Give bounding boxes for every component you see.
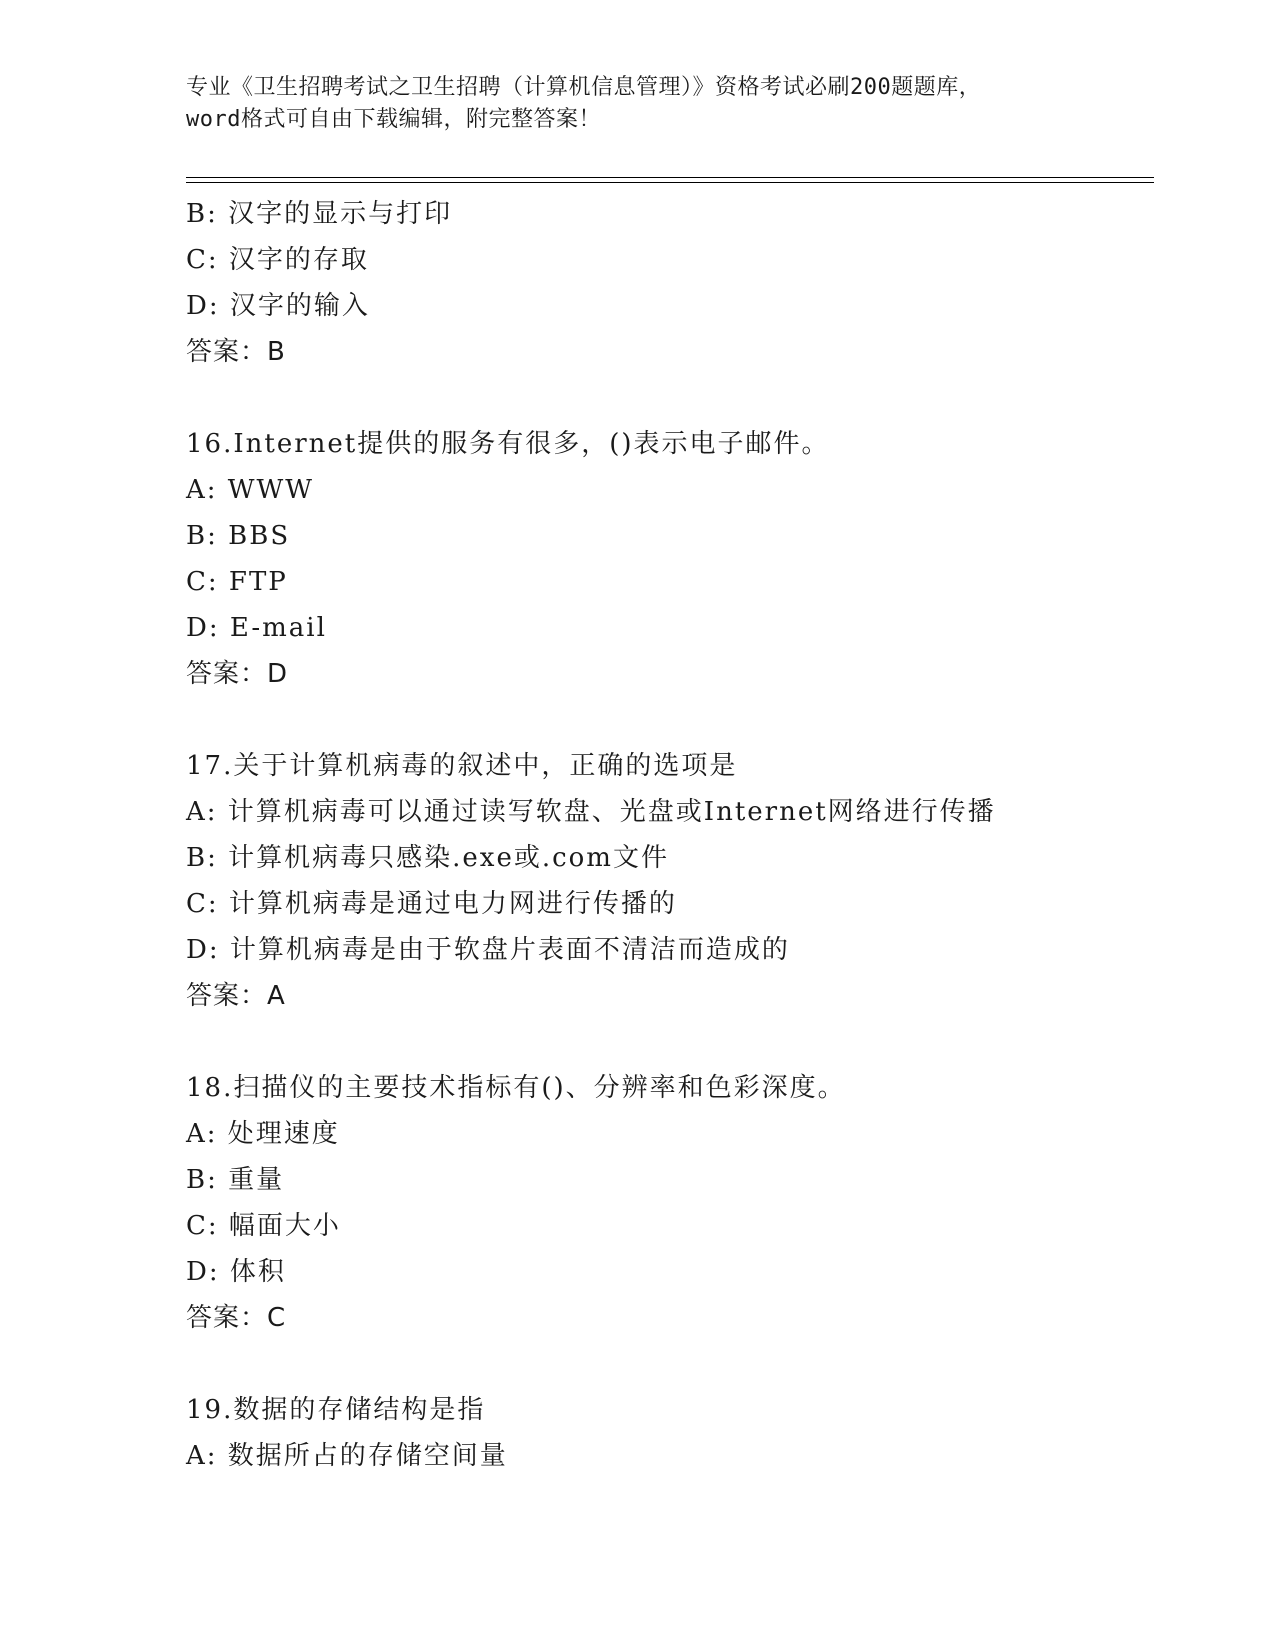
option-a: A: 数据所占的存储空间量 (186, 1441, 508, 1471)
header-line-1: 专业《卫生招聘考试之卫生招聘（计算机信息管理）》资格考试必刷200题题库， (186, 75, 982, 100)
header-line-2: word格式可自由下载编辑，附完整答案！ (186, 107, 601, 132)
answer-line: 答案：B (186, 337, 286, 367)
question-block-partial (186, 191, 1154, 375)
header-divider-top (186, 177, 1154, 178)
question-stem: 16.Internet提供的服务有很多，()表示电子邮件。 (186, 429, 830, 459)
answer-line: 答案：C (186, 1303, 287, 1333)
question-stem: 19.数据的存储结构是指 (186, 1395, 486, 1425)
option-d: D: 汉字的输入 (186, 291, 370, 321)
answer-line: 答案：D (186, 659, 289, 689)
question-block-19 (186, 1387, 1154, 1479)
option-a: A: WWW (186, 475, 314, 505)
spacer (186, 697, 1154, 743)
option-c: C: 计算机病毒是通过电力网进行传播的 (186, 889, 677, 919)
option-c: C: FTP (186, 567, 288, 597)
question-block-16 (186, 421, 1154, 697)
option-b: B: BBS (186, 521, 291, 551)
option-b: B: 汉字的显示与打印 (186, 199, 453, 229)
option-d: D: 计算机病毒是由于软盘片表面不清洁而造成的 (186, 935, 790, 965)
option-c: C: 幅面大小 (186, 1211, 341, 1241)
header-divider-bottom (186, 182, 1154, 183)
option-a: A: 处理速度 (186, 1119, 340, 1149)
spacer (186, 1341, 1154, 1387)
question-list (186, 191, 1154, 1479)
question-block-17 (186, 743, 1154, 1019)
question-stem: 18.扫描仪的主要技术指标有()、分辨率和色彩深度。 (186, 1073, 846, 1103)
spacer (186, 1019, 1154, 1065)
question-stem: 17.关于计算机病毒的叙述中，正确的选项是 (186, 751, 738, 781)
answer-line: 答案：A (186, 981, 286, 1011)
document-header (186, 72, 1086, 136)
option-b: B: 计算机病毒只感染.exe或.com文件 (186, 843, 669, 873)
spacer (186, 375, 1154, 421)
option-b: B: 重量 (186, 1165, 285, 1195)
question-block-18 (186, 1065, 1154, 1341)
option-a: A: 计算机病毒可以通过读写软盘、光盘或Internet网络进行传播 (186, 797, 996, 827)
option-d: D: 体积 (186, 1257, 286, 1287)
option-c: C: 汉字的存取 (186, 245, 369, 275)
option-d: D: E-mail (186, 613, 327, 643)
